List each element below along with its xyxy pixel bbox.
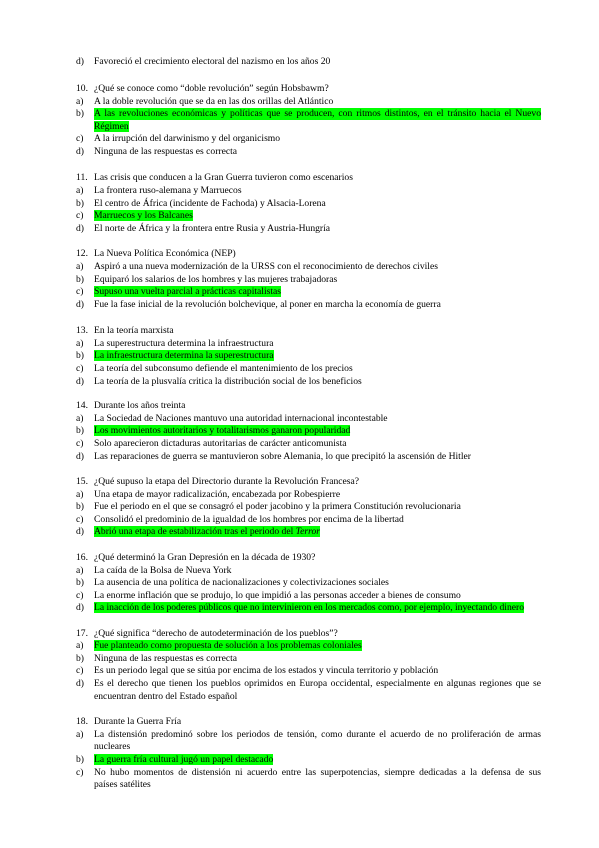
question-line (76, 413, 541, 425)
question-line (76, 729, 541, 741)
question-line (76, 363, 541, 375)
text-run: La frontera ruso-alemana y Marruecos (94, 185, 242, 196)
item-label: 18. (76, 716, 88, 727)
question-line (76, 590, 541, 602)
item-label: a) (76, 413, 84, 424)
text-run: La Sociedad de Naciones mantuvo una autoridad internacional incontestable (94, 413, 388, 424)
question-line (76, 451, 541, 463)
item-text (94, 133, 541, 145)
item-text (94, 678, 541, 690)
text-run: No hubo momentos de distensión ni acuerdo entre las superpotencias, siempre dedicadas a la defensa de sus (94, 767, 541, 778)
question-line (76, 640, 541, 652)
text-run: Fue la fase inicial de la revolución bolchevique, al poner en marcha la economía de guerra (94, 299, 441, 310)
item-text (94, 325, 541, 337)
question-line (76, 286, 541, 298)
item-label: d) (76, 376, 84, 387)
item-text (94, 413, 541, 425)
text-run: Régimen (94, 121, 129, 132)
question-line (76, 223, 541, 235)
text-run: Ninguna de las respuestas es correcta (94, 146, 238, 157)
item-text (94, 577, 541, 589)
item-text (94, 489, 541, 501)
question-line (76, 628, 541, 640)
item-text (94, 350, 541, 362)
text-run: países satélites (94, 779, 151, 790)
item-label: 13. (76, 325, 88, 336)
text-run: La ausencia de una política de nacionalizaciones y colectivizaciones sociales (94, 577, 389, 588)
question-line (76, 716, 541, 728)
item-label: d) (76, 678, 84, 689)
item-label: 16. (76, 552, 88, 563)
text-run: La infraestructura determina la superestructura (94, 350, 274, 361)
question-line (76, 565, 541, 577)
item-label: d) (76, 451, 84, 462)
question-line (76, 489, 541, 501)
question-line (76, 198, 541, 210)
item-label: 11. (76, 172, 88, 183)
text-run: A la irrupción del darwinismo y del organicismo (94, 133, 281, 144)
item-text (94, 274, 541, 286)
item-text (94, 198, 541, 210)
question-line (76, 400, 541, 412)
item-label: a) (76, 729, 84, 740)
question-line (76, 476, 541, 488)
item-label: c) (76, 590, 84, 601)
item-text (94, 552, 541, 564)
question-line (76, 501, 541, 513)
text-run: Es el derecho que tienen los pueblos oprimidos en Europa occidental, especialmente en algunas regiones que se (94, 678, 541, 689)
item-label: d) (76, 223, 84, 234)
continuation-line (76, 779, 541, 791)
item-label: b) (76, 108, 84, 119)
text-run: Ninguna de las respuestas es correcta (94, 653, 238, 664)
item-text (94, 514, 541, 526)
text-run: ¿Qué se conoce como “doble revolución” según Hobsbawm? (94, 83, 329, 94)
text-run: Supuso una vuelta parcial a prácticas capitalistas (94, 286, 282, 297)
question-line (76, 96, 541, 108)
item-label: a) (76, 565, 84, 576)
item-text (94, 754, 541, 766)
question-line (76, 248, 541, 260)
item-label: c) (76, 514, 84, 525)
highlighted-answer (94, 121, 129, 132)
item-label: c) (76, 210, 84, 221)
item-text (94, 767, 541, 779)
item-text (94, 565, 541, 577)
item-text (94, 501, 541, 513)
question-line (76, 552, 541, 564)
question-line (76, 425, 541, 437)
highlighted-answer (94, 210, 193, 221)
highlighted-answer (94, 640, 362, 651)
item-text (94, 741, 541, 753)
question-line (76, 299, 541, 311)
question-line (76, 172, 541, 184)
question-line (76, 438, 541, 450)
item-label: b) (76, 754, 84, 765)
item-label: 12. (76, 248, 88, 259)
item-label: d) (76, 602, 84, 613)
item-label: b) (76, 350, 84, 361)
text-run: El centro de África (incidente de Fachoda) y Alsacia-Lorena (94, 198, 326, 209)
item-label: a) (76, 185, 84, 196)
item-text (94, 376, 541, 388)
item-label: a) (76, 338, 84, 349)
item-text (94, 665, 541, 677)
item-text (94, 425, 541, 437)
text-run: nucleares (94, 741, 131, 752)
text-run: A la doble revolución que se da en las dos orillas del Atlántico (94, 96, 334, 107)
item-text (94, 729, 541, 741)
text-run: Durante la Guerra Fría (94, 716, 182, 727)
item-text (94, 400, 541, 412)
text-run: Es un periodo legal que se sitúa por encima de los estados y vincula territorio y población (94, 665, 439, 676)
item-label: c) (76, 286, 84, 297)
highlighted-answer (94, 754, 273, 765)
item-text (94, 338, 541, 350)
item-label: 10. (76, 83, 88, 94)
question-line (76, 185, 541, 197)
question-line (76, 754, 541, 766)
item-label: b) (76, 501, 84, 512)
question-line (76, 526, 541, 538)
text-run: Marruecos y los Balcanes (94, 210, 193, 221)
item-text (94, 96, 541, 108)
question-line (76, 146, 541, 158)
text-run: La distensión predominó sobre los periodos de tensión, como durante el acuerdo de no proliferación de armas (94, 729, 541, 740)
item-text (94, 779, 541, 791)
text-run: Consolidó el predominio de la igualdad de los hombres por encima de la libertad (94, 514, 404, 525)
item-text (94, 653, 541, 665)
item-text (94, 223, 541, 235)
highlighted-answer (94, 286, 281, 297)
item-label: a) (76, 489, 84, 500)
item-text (94, 185, 541, 197)
text-run: Los movimientos autoritarios y totalitarismos ganaron popularidad (94, 425, 351, 436)
question-line (76, 665, 541, 677)
item-text (94, 451, 541, 463)
highlighted-answer (94, 425, 350, 436)
item-text (94, 691, 541, 703)
text-run: Abrió una etapa de estabilización tras el periodo del (94, 526, 294, 537)
text-run: Una etapa de mayor radicalización, encabezada por Robespierre (94, 489, 341, 500)
item-text (94, 640, 541, 652)
item-text (94, 83, 541, 95)
text-run: Aspiró a una nueva modernización de la URSS con el reconocimiento de derechos civiles (94, 261, 438, 272)
item-text (94, 628, 541, 640)
text-run: Favoreció el crecimiento electoral del nazismo en los años 20 (94, 56, 331, 67)
item-label: b) (76, 198, 84, 209)
question-line (76, 577, 541, 589)
continuation-line (76, 691, 541, 703)
text-run: La inacción de los poderes públicos que no intervinieron en los mercados como, por ejemplo, inyectando dinero (94, 602, 524, 613)
item-text (94, 56, 541, 68)
question-line (76, 767, 541, 779)
question-line (76, 83, 541, 95)
item-text (94, 248, 541, 260)
item-label: d) (76, 56, 84, 67)
item-text (94, 476, 541, 488)
item-label: d) (76, 299, 84, 310)
italic-term: Terror (295, 526, 321, 537)
text-run: En la teoría marxista (94, 325, 174, 336)
item-text (94, 210, 541, 222)
text-run: La guerra fría cultural jugó un papel destacado (94, 754, 274, 765)
text-run: Las reparaciones de guerra se mantuvieron sobre Alemania, lo que precipitó la ascensión de Hitler (94, 451, 471, 462)
question-line (76, 376, 541, 388)
item-text (94, 286, 541, 298)
highlighted-answer (94, 602, 524, 613)
text-run: A las revoluciones económicas y políticas que se producen, con ritmos distintos, en el tránsito hacia el Nuevo (94, 108, 541, 119)
text-run: Solo aparecieron dictaduras autoritarias de carácter anticomunista (94, 438, 347, 449)
text-run: Las crisis que conducen a la Gran Guerra tuvieron como escenarios (94, 172, 353, 183)
item-text (94, 438, 541, 450)
continuation-line (76, 741, 541, 753)
text-run: La teoría del subconsumo defiende el mantenimiento de los precios (94, 363, 353, 374)
item-label: b) (76, 653, 84, 664)
text-run: Equiparó los salarios de los hombres y las mujeres trabajadoras (94, 274, 338, 285)
text-run: La superestructura determina la infraestructura (94, 338, 274, 349)
item-label: 15. (76, 476, 88, 487)
highlighted-answer (94, 526, 320, 537)
question-line (76, 133, 541, 145)
item-label: c) (76, 438, 84, 449)
text-run: La caída de la Bolsa de Nueva York (94, 565, 232, 576)
question-line (76, 602, 541, 614)
item-text (94, 261, 541, 273)
item-label: a) (76, 640, 84, 651)
item-label: a) (76, 261, 84, 272)
question-line (76, 108, 541, 120)
item-label: d) (76, 526, 84, 537)
text-run: El norte de África y la frontera entre Rusia y Austria-Hungría (94, 223, 331, 234)
question-line (76, 350, 541, 362)
item-label: b) (76, 577, 84, 588)
text-run: Fue el periodo en el que se consagró el poder jacobino y la primera Constitución revolucionaria (94, 501, 461, 512)
text-run: ¿Qué supuso la etapa del Directorio durante la Revolución Francesa? (94, 476, 360, 487)
item-label: 17. (76, 628, 88, 639)
question-line (76, 210, 541, 222)
text-run: La enorme inflación que se produjo, lo que impidió a las personas acceder a bienes de consumo (94, 590, 461, 601)
item-text (94, 146, 541, 158)
item-label: c) (76, 133, 84, 144)
question-line (76, 261, 541, 273)
text-run: Fue planteado como propuesta de solución a los problemas coloniales (94, 640, 362, 651)
item-label: b) (76, 274, 84, 285)
item-label: b) (76, 425, 84, 436)
item-text (94, 299, 541, 311)
item-text (94, 172, 541, 184)
text-run: La teoría de la plusvalía critica la distribución social de los beneficios (94, 376, 362, 387)
text-run: ¿Qué determinó la Gran Depresión en la década de 1930? (94, 552, 316, 563)
item-text (94, 121, 541, 133)
item-text (94, 590, 541, 602)
continuation-line (76, 121, 541, 133)
highlighted-answer (94, 350, 274, 361)
text-run: ¿Qué significa “derecho de autodeterminación de los pueblos”? (94, 628, 338, 639)
question-line (76, 653, 541, 665)
question-line (76, 56, 541, 68)
text-run: Durante los años treinta (94, 400, 186, 411)
text-run: encuentran dentro del Estado español (94, 691, 238, 702)
item-label: c) (76, 767, 84, 778)
item-label: c) (76, 363, 84, 374)
item-text (94, 602, 541, 614)
question-line (76, 325, 541, 337)
text-run: La Nueva Política Económica (NEP) (94, 248, 236, 259)
item-text (94, 108, 541, 120)
item-label: d) (76, 146, 84, 157)
item-label: 14. (76, 400, 88, 411)
item-label: a) (76, 96, 84, 107)
item-text (94, 363, 541, 375)
item-text (94, 716, 541, 728)
item-text (94, 526, 541, 538)
question-line (76, 678, 541, 690)
item-label: c) (76, 665, 84, 676)
question-line (76, 274, 541, 286)
question-line (76, 338, 541, 350)
question-line (76, 514, 541, 526)
